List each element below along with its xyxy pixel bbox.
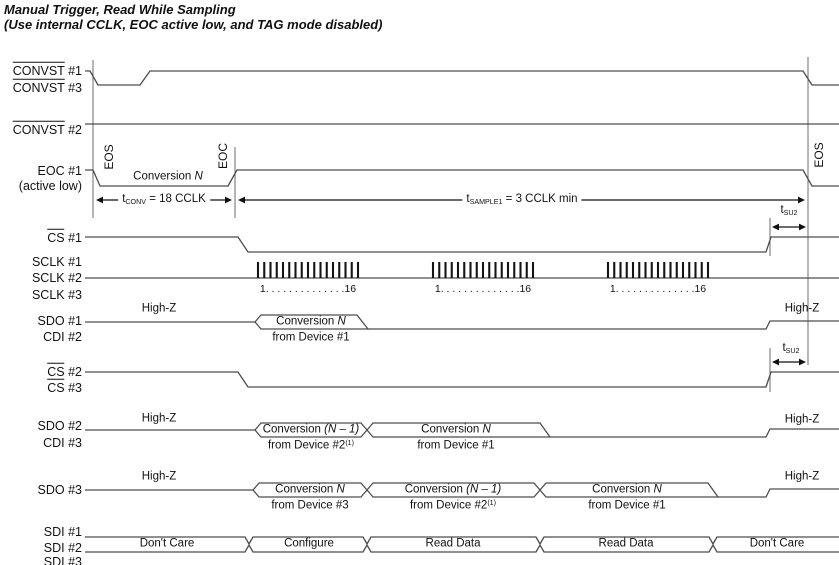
sdo3-source3-label: from Device #1 — [588, 499, 666, 512]
sdo2-source1-label: from Device #2$^{(1)}$ — [267, 438, 355, 452]
tsample1-annotation: $t_{SAMPLE1} = 3$ CCLK min — [462, 194, 581, 206]
cs1-label: CS #1 — [47, 230, 82, 245]
figure-title-line2: (Use internal CCLK, EOC active low, and TAG mode disabled) — [4, 17, 383, 33]
sdo2-source2-label: from Device #1 — [417, 439, 495, 452]
cdi3-label: CDI #3 — [43, 435, 82, 450]
sclk1-label: SCLK #1 — [31, 254, 82, 269]
sdo3-source1-label: from Device #3 — [271, 499, 349, 512]
eoc1-active-low-label: (active low) — [18, 178, 82, 193]
tsample1-arrow-head-right — [798, 197, 805, 204]
eoc1-label: EOC #1 — [37, 163, 82, 178]
convst1-convst3-wave — [85, 71, 839, 85]
convst2-label: CONVST #2 — [12, 122, 82, 137]
sdo3-bus2-label: Conversion (N – 1) — [404, 483, 502, 496]
sdo3-bus3-label: Conversion N — [592, 483, 662, 496]
tsu2-arrow-bottom-head-left — [772, 359, 779, 366]
sdi-segment4-label: Read Data — [598, 537, 654, 550]
sdi-segment3-label: Read Data — [425, 537, 481, 550]
sdo2-bus1-label: Conversion (N – 1) — [262, 423, 360, 436]
sdi-segment1-label: Don't Care — [139, 537, 195, 550]
sclk-burst1-count: 1. . . . . . . . . . . . . .16 — [259, 282, 357, 295]
sdo1-highz-right: High-Z — [784, 302, 820, 315]
sdo2-highz-right: High-Z — [784, 413, 820, 426]
tsu2-arrow-top-head-right — [799, 224, 806, 231]
sdo1-source-label: from Device #1 — [272, 331, 350, 344]
sclk-burst2-count: 1. . . . . . . . . . . . . .16 — [434, 282, 532, 295]
sdo3-highz-left: High-Z — [141, 470, 177, 483]
sdi3-label: SDI #3 — [43, 554, 82, 565]
sdi-segment2-label: Configure — [284, 537, 334, 550]
tconv-arrow-head-left — [96, 197, 103, 204]
cs2-cs3-wave — [85, 372, 839, 387]
convst1-label: CONVST #1 — [12, 63, 82, 78]
sdo3-source2-label: from Device #2$^{(1)}$ — [409, 498, 497, 512]
sdi-segment5-label: Don't Care — [749, 537, 805, 550]
tsu2-arrow-top-head-left — [772, 224, 779, 231]
tsample1-arrow-head-left — [238, 197, 245, 204]
figure-title-line1: Manual Trigger, Read While Sampling — [4, 2, 236, 17]
cs3-label: CS #3 — [47, 380, 82, 395]
tsu2-annotation-top: $t_{SU2}$ — [780, 203, 798, 217]
sdi2-label: SDI #2 — [43, 540, 82, 555]
tconv-annotation: $t_{CONV} = 18$ CCLK — [118, 194, 210, 206]
sclk-burst3-count: 1. . . . . . . . . . . . . .16 — [609, 282, 707, 295]
sdo2-label: SDO #2 — [37, 418, 82, 433]
eoc-marker: EOC — [216, 142, 230, 170]
sclk3-label: SCLK #3 — [31, 287, 82, 302]
cs2-label: CS #2 — [47, 364, 82, 379]
eoc-conversion-label: Conversion N — [133, 170, 203, 183]
cs1-wave — [85, 237, 839, 252]
sdo3-highz-right: High-Z — [784, 470, 820, 483]
tconv-arrow-head-right — [225, 197, 232, 204]
sclk2-label: SCLK #2 — [31, 270, 82, 285]
cdi2-label: CDI #2 — [43, 329, 82, 344]
sdo1-highz-left: High-Z — [141, 302, 177, 315]
sdo3-label: SDO #3 — [37, 482, 82, 497]
tsu2-annotation-bottom: $t_{SU2}$ — [782, 341, 800, 355]
sdo1-label: SDO #1 — [37, 313, 82, 328]
sdo2-bus2-label: Conversion N — [421, 423, 491, 436]
sdo3-bus1-label: Conversion N — [275, 483, 345, 496]
eos-marker-right: EOS — [812, 142, 826, 168]
sdi1-label: SDI #1 — [43, 524, 82, 539]
sdo1-bus-label: Conversion N — [276, 315, 346, 328]
tsu2-arrow-bottom-head-right — [799, 359, 806, 366]
sdo2-highz-left: High-Z — [141, 412, 177, 425]
eos-marker-left: EOS — [102, 144, 116, 170]
convst3-label: CONVST #3 — [12, 80, 82, 95]
